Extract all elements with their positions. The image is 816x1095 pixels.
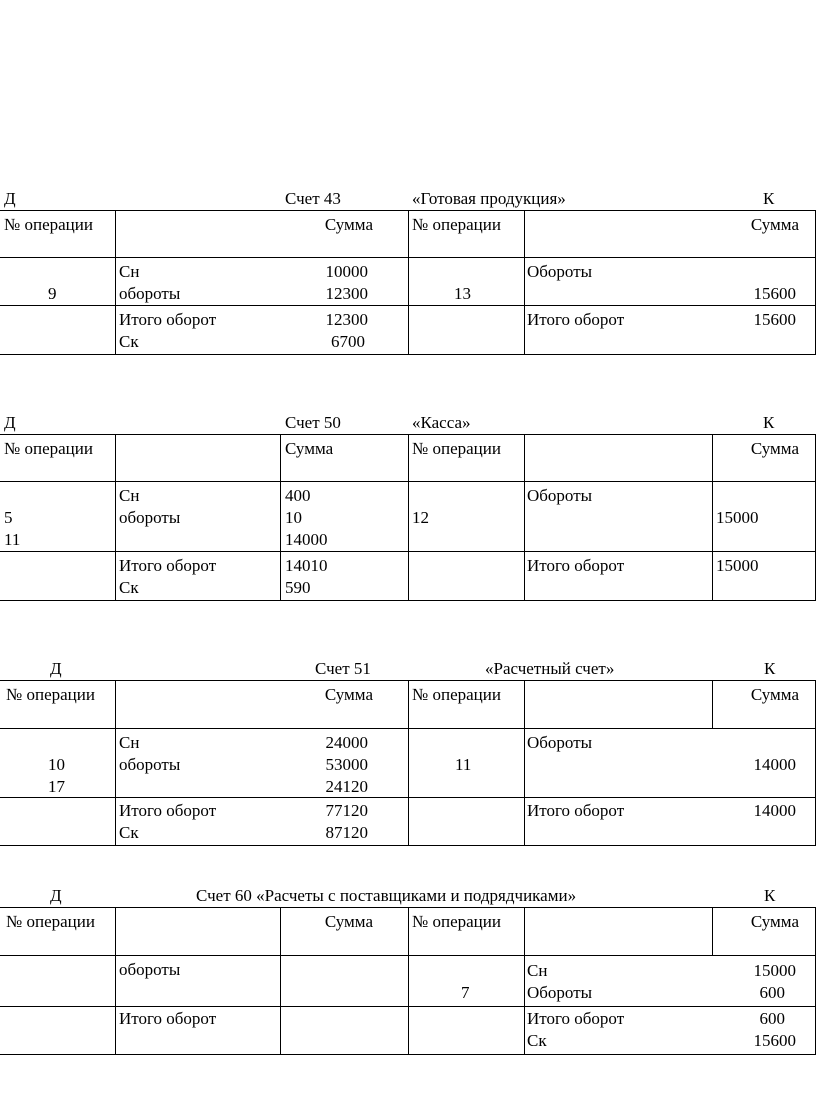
t-account-table (0, 210, 816, 355)
total-turnover-label: Итого оборот (119, 310, 217, 329)
sum-value: 53000 (325, 755, 368, 774)
t-account-table (0, 680, 816, 846)
account-number: Счет 50 (285, 413, 341, 432)
sum-value: 14010 (285, 556, 328, 575)
credit-label: К (763, 413, 775, 432)
sum-value: 87120 (325, 823, 368, 842)
col-sum-left: Сумма (324, 912, 373, 931)
account-number: Счет 51 (315, 659, 371, 678)
total-turnover-label: Итого оборот (119, 801, 217, 820)
closing-balance-label: Ск (119, 823, 139, 842)
op-number: 17 (48, 777, 65, 796)
credit-label: К (764, 659, 776, 678)
t-account-table (0, 907, 816, 1055)
sum-value: 6700 (331, 332, 365, 351)
turnover-label: обороты (119, 284, 181, 303)
op-number: 11 (4, 530, 21, 549)
col-sum-right: Сумма (750, 439, 799, 458)
closing-balance-label: Ск (119, 578, 139, 597)
balance-label: Сн (119, 486, 140, 505)
turnover-label: обороты (119, 755, 181, 774)
account-number: Счет 43 (285, 189, 341, 208)
total-turnover-label: Итого оборот (527, 556, 625, 575)
col-op-number-right: № операции (412, 685, 501, 704)
sum-value: 15600 (753, 1031, 796, 1050)
turnover-label: Обороты (527, 983, 593, 1002)
col-sum-right: Сумма (750, 215, 799, 234)
total-turnover-label: Итого оборот (527, 310, 625, 329)
sum-value: 600 (759, 1009, 785, 1028)
col-sum-left: Сумма (324, 215, 373, 234)
total-turnover-label: Итого оборот (527, 1009, 625, 1028)
op-number: 10 (48, 755, 65, 774)
col-op-number-left: № операции (4, 439, 93, 458)
turnover-label: Обороты (527, 262, 593, 281)
col-sum-right: Сумма (750, 685, 799, 704)
op-number: 5 (4, 508, 13, 527)
closing-balance-label: Ск (527, 1031, 547, 1050)
sum-value: 15000 (716, 508, 759, 527)
account-header (0, 885, 816, 907)
turnover-label: Обороты (527, 486, 593, 505)
sum-value: 24120 (325, 777, 368, 796)
col-sum-right: Сумма (750, 912, 799, 931)
sum-value: 15000 (753, 961, 796, 980)
total-turnover-label: Итого оборот (119, 1009, 217, 1028)
col-sum-left: Сумма (324, 685, 373, 704)
sum-value: 15600 (753, 284, 796, 303)
col-op-number-left: № операции (6, 685, 95, 704)
total-turnover-label: Итого оборот (527, 801, 625, 820)
account-name: «Касса» (412, 413, 471, 432)
col-op-number-right: № операции (412, 912, 501, 931)
sum-value: 14000 (285, 530, 328, 549)
col-op-number-left: № операции (6, 912, 95, 931)
balance-label: Сн (527, 961, 548, 980)
sum-value: 15000 (716, 556, 759, 575)
op-number: 13 (454, 284, 471, 303)
sum-value: 77120 (325, 801, 368, 820)
sum-value: 600 (759, 983, 785, 1002)
sum-value: 10 (285, 508, 302, 527)
sum-value: 10000 (325, 262, 368, 281)
op-number: 11 (455, 755, 472, 774)
debit-label: Д (50, 659, 62, 678)
debit-label: Д (4, 189, 16, 208)
turnover-label: обороты (119, 960, 181, 979)
turnover-label: обороты (119, 508, 181, 527)
sum-value: 14000 (753, 801, 796, 820)
sum-value: 14000 (753, 755, 796, 774)
col-sum-left: Сумма (285, 439, 334, 458)
sum-value: 12300 (325, 284, 368, 303)
col-op-number-right: № операции (412, 215, 501, 234)
total-turnover-label: Итого оборот (119, 556, 217, 575)
t-account-table (0, 434, 816, 601)
sum-value: 15600 (753, 310, 796, 329)
account-header (0, 658, 816, 680)
credit-label: К (763, 189, 775, 208)
sum-value: 400 (285, 486, 311, 505)
balance-label: Сн (119, 262, 140, 281)
col-op-number-left: № операции (4, 215, 93, 234)
debit-label: Д (50, 886, 62, 905)
op-number: 12 (412, 508, 429, 527)
account-header (0, 188, 816, 210)
op-number: 9 (48, 284, 57, 303)
op-number: 7 (461, 983, 470, 1002)
account-name: «Расчетный счет» (485, 659, 615, 678)
account-name: «Готовая продукция» (412, 189, 566, 208)
col-op-number-right: № операции (412, 439, 501, 458)
sum-value: 24000 (325, 733, 368, 752)
balance-label: Сн (119, 733, 140, 752)
turnover-label: Обороты (527, 733, 593, 752)
closing-balance-label: Ск (119, 332, 139, 351)
debit-label: Д (4, 413, 16, 432)
account-title: Счет 60 «Расчеты с поставщиками и подрядчиками» (196, 886, 577, 905)
account-header (0, 412, 816, 434)
sum-value: 590 (285, 578, 311, 597)
credit-label: К (764, 886, 776, 905)
sum-value: 12300 (325, 310, 368, 329)
